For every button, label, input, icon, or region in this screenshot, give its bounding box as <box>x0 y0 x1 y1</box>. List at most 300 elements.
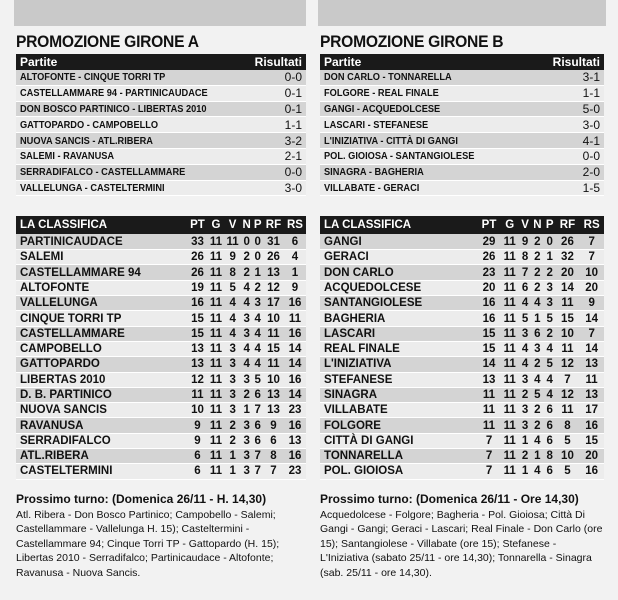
stat-cell: 26 <box>478 250 501 265</box>
girone-b-results-header <box>320 54 604 70</box>
team-name: VALLELUNGA <box>16 296 187 311</box>
stat-cell: 11 <box>208 296 225 311</box>
stat-cell: 2 <box>241 265 252 280</box>
stat-cell: 0 <box>544 234 556 249</box>
stat-cell: 31 <box>263 234 284 249</box>
team-name: CINQUE TORRI TP <box>16 311 187 326</box>
standings-row <box>320 280 604 295</box>
match-name: SINAGRA - BAGHERIA <box>324 166 424 179</box>
result-row <box>16 149 306 165</box>
stat-cell: 0 <box>252 250 263 265</box>
match-name: DON CARLO - TONNARELLA <box>324 71 452 84</box>
team-name: STEFANESE <box>320 372 478 387</box>
standings-row <box>16 357 306 372</box>
stat-cell: 7 <box>579 250 604 265</box>
stat-cell: 11 <box>556 296 580 311</box>
team-name: PARTINICAUDACE <box>16 234 187 249</box>
standings-row <box>16 372 306 387</box>
girone-a-standings-table <box>16 216 306 479</box>
girone-b-next-round-text: Acquedolcese - Folgore; Bagheria - Pol. Gioiosa; Città Di Gangi - Gangi; Geraci - Lascari; Real Finale - Don Carlo (ore 15); Santangiolese - Villabate (ore 15); Stefanese - L'Iniziativa (sabato 25/11 - ore 14,30); Tonnarella - Sinagra (sab. 25/11 - ore 14,30). <box>320 508 603 579</box>
stat-cell: 26 <box>556 234 580 249</box>
stat-cell: 14 <box>579 311 604 326</box>
stat-cell: 13 <box>478 372 501 387</box>
stat-cell: 26 <box>187 265 207 280</box>
stat-cell: 11 <box>208 311 225 326</box>
match-name: GATTOPARDO - CAMPOBELLO <box>20 118 159 131</box>
stat-cell: 11 <box>263 326 284 341</box>
standings-column-header: LA CLASSIFICA <box>320 216 478 234</box>
stat-cell: 11 <box>500 433 519 448</box>
stat-cell: 5 <box>531 387 544 402</box>
stat-cell: 7 <box>556 372 580 387</box>
stat-cell: 4 <box>252 341 263 356</box>
result-row <box>16 70 306 86</box>
stat-cell: 2 <box>531 280 544 295</box>
match-name: SALEMI - RAVANUSA <box>20 150 115 163</box>
stat-cell: 14 <box>284 387 306 402</box>
stat-cell: 4 <box>519 341 531 356</box>
stat-cell: 2 <box>531 234 544 249</box>
stat-cell: 4 <box>224 311 241 326</box>
team-name: SERRADIFALCO <box>16 433 187 448</box>
stat-cell: 3 <box>241 433 252 448</box>
stat-cell: 13 <box>263 403 284 418</box>
girone-b-next-round-header: Prossimo turno: (Domenica 26/11 - Ore 14,30) <box>320 491 579 506</box>
standings-row <box>16 387 306 402</box>
stat-cell: 6 <box>252 418 263 433</box>
stat-cell: 13 <box>579 387 604 402</box>
stat-cell: 7 <box>252 449 263 464</box>
stat-cell: 15 <box>478 341 501 356</box>
stat-cell: 3 <box>241 418 252 433</box>
stat-cell: 11 <box>208 280 225 295</box>
stat-cell: 5 <box>252 372 263 387</box>
stat-cell: 6 <box>519 280 531 295</box>
stat-cell: 4 <box>241 357 252 372</box>
girone-a-title: PROMOZIONE GIRONE A <box>16 32 199 51</box>
stat-cell: 11 <box>556 341 580 356</box>
team-name: L'INIZIATIVA <box>320 357 478 372</box>
stat-cell: 16 <box>284 372 306 387</box>
standings-row <box>320 234 604 249</box>
stat-cell: 1 <box>544 250 556 265</box>
standings-row <box>16 403 306 418</box>
stat-cell: 13 <box>263 387 284 402</box>
match-score: 1-1 <box>284 117 302 132</box>
team-name: CASTELTERMINI <box>16 464 187 479</box>
team-name: FOLGORE <box>320 418 478 433</box>
standings-row <box>320 418 604 433</box>
match-name: L'INIZIATIVA - CITTÀ DI GANGI <box>324 134 458 147</box>
stat-cell: 5 <box>544 357 556 372</box>
stat-cell: 16 <box>284 326 306 341</box>
section-gap <box>320 196 604 216</box>
stat-cell: 10 <box>263 372 284 387</box>
stat-cell: 5 <box>556 464 580 479</box>
result-row <box>16 102 306 118</box>
standings-row <box>320 250 604 265</box>
standings-column-header: RS <box>284 216 306 234</box>
match-score: 2-1 <box>284 149 302 164</box>
team-name: VILLABATE <box>320 403 478 418</box>
stat-cell: 7 <box>478 464 501 479</box>
stat-cell: 0 <box>241 234 252 249</box>
stat-cell: 15 <box>263 341 284 356</box>
match-score: 3-0 <box>284 180 302 195</box>
stat-cell: 20 <box>478 280 501 295</box>
stat-cell: 10 <box>556 326 580 341</box>
team-name: CITTÀ DI GANGI <box>320 433 478 448</box>
stat-cell: 11 <box>208 341 225 356</box>
stat-cell: 11 <box>500 464 519 479</box>
stat-cell: 4 <box>241 296 252 311</box>
match-name: GANGI - ACQUEDOLCESE <box>324 102 441 115</box>
stat-cell: 3 <box>544 280 556 295</box>
standings-header-row <box>16 216 306 234</box>
stat-cell: 11 <box>284 311 306 326</box>
stat-cell: 7 <box>519 265 531 280</box>
stat-cell: 13 <box>579 357 604 372</box>
stat-cell: 4 <box>519 296 531 311</box>
stat-cell: 2 <box>531 357 544 372</box>
stat-cell: 2 <box>531 403 544 418</box>
standings-column-header: N <box>241 216 252 234</box>
match-score: 1-5 <box>582 180 600 195</box>
stat-cell: 11 <box>208 234 225 249</box>
standings-row <box>16 341 306 356</box>
result-row <box>320 165 604 181</box>
stat-cell: 7 <box>252 464 263 479</box>
standings-row <box>16 433 306 448</box>
team-name: POL. GIOIOSA <box>320 464 478 479</box>
stat-cell: 1 <box>531 449 544 464</box>
standings-row <box>320 372 604 387</box>
stat-cell: 4 <box>531 433 544 448</box>
stat-cell: 13 <box>187 357 207 372</box>
scores-column-label: Risultati <box>552 55 600 69</box>
stat-cell: 26 <box>263 250 284 265</box>
match-score: 0-1 <box>284 101 302 116</box>
stat-cell: 6 <box>187 449 207 464</box>
stat-cell: 23 <box>478 265 501 280</box>
stat-cell: 9 <box>579 296 604 311</box>
team-name: GATTOPARDO <box>16 357 187 372</box>
match-score: 5-0 <box>582 101 600 116</box>
stat-cell: 2 <box>531 418 544 433</box>
stat-cell: 4 <box>224 326 241 341</box>
team-name: NUOVA SANCIS <box>16 403 187 418</box>
team-name: LASCARI <box>320 326 478 341</box>
stat-cell: 11 <box>556 403 580 418</box>
stat-cell: 10 <box>556 449 580 464</box>
stat-cell: 11 <box>208 250 225 265</box>
stat-cell: 5 <box>556 433 580 448</box>
stat-cell: 11 <box>500 280 519 295</box>
standings-row <box>320 326 604 341</box>
team-name: SANTANGIOLESE <box>320 296 478 311</box>
stat-cell: 16 <box>579 418 604 433</box>
stat-cell: 4 <box>519 357 531 372</box>
standings-row <box>16 234 306 249</box>
stat-cell: 4 <box>284 250 306 265</box>
result-row <box>320 181 604 197</box>
stat-cell: 6 <box>544 464 556 479</box>
stat-cell: 4 <box>531 464 544 479</box>
stat-cell: 2 <box>519 449 531 464</box>
stat-cell: 2 <box>544 326 556 341</box>
stat-cell: 6 <box>531 326 544 341</box>
team-name: LIBERTAS 2010 <box>16 372 187 387</box>
stat-cell: 2 <box>519 387 531 402</box>
stat-cell: 11 <box>224 234 241 249</box>
girone-b-section <box>320 30 604 580</box>
stat-cell: 10 <box>187 403 207 418</box>
stat-cell: 11 <box>478 403 501 418</box>
standings-row <box>320 311 604 326</box>
stat-cell: 1 <box>224 464 241 479</box>
stat-cell: 8 <box>544 449 556 464</box>
match-score: 3-1 <box>582 70 600 85</box>
stat-cell: 26 <box>187 250 207 265</box>
girone-a-section <box>16 30 306 580</box>
stat-cell: 2 <box>252 280 263 295</box>
standings-column-header: P <box>252 216 263 234</box>
stat-cell: 12 <box>556 357 580 372</box>
stat-cell: 3 <box>519 326 531 341</box>
stat-cell: 3 <box>241 372 252 387</box>
stat-cell: 4 <box>544 341 556 356</box>
stat-cell: 2 <box>544 265 556 280</box>
stat-cell: 9 <box>284 280 306 295</box>
stat-cell: 20 <box>579 449 604 464</box>
stat-cell: 4 <box>224 296 241 311</box>
stat-cell: 1 <box>224 449 241 464</box>
standings-header-row <box>320 216 604 234</box>
result-row <box>16 165 306 181</box>
stat-cell: 3 <box>224 357 241 372</box>
stat-cell: 1 <box>519 433 531 448</box>
stat-cell: 11 <box>500 418 519 433</box>
stat-cell: 16 <box>187 296 207 311</box>
standings-column-header: P <box>544 216 556 234</box>
stat-cell: 15 <box>556 311 580 326</box>
result-row <box>320 117 604 133</box>
stat-cell: 14 <box>556 280 580 295</box>
stat-cell: 16 <box>478 311 501 326</box>
stat-cell: 11 <box>500 234 519 249</box>
result-row <box>16 117 306 133</box>
stat-cell: 3 <box>519 418 531 433</box>
stat-cell: 7 <box>579 326 604 341</box>
stat-cell: 11 <box>208 387 225 402</box>
result-row <box>320 70 604 86</box>
match-name: ALTOFONTE - CINQUE TORRI TP <box>20 71 166 84</box>
stat-cell: 4 <box>241 280 252 295</box>
stat-cell: 2 <box>241 387 252 402</box>
result-row <box>16 181 306 197</box>
result-row <box>16 86 306 102</box>
match-score: 0-0 <box>284 70 302 85</box>
stat-cell: 6 <box>252 433 263 448</box>
stat-cell: 11 <box>500 296 519 311</box>
stat-cell: 15 <box>187 326 207 341</box>
standings-row <box>16 280 306 295</box>
team-name: DON CARLO <box>320 265 478 280</box>
stat-cell: 3 <box>241 311 252 326</box>
team-name: GANGI <box>320 234 478 249</box>
stat-cell: 11 <box>208 372 225 387</box>
standings-row <box>320 387 604 402</box>
stat-cell: 33 <box>187 234 207 249</box>
standings-column-header: V <box>519 216 531 234</box>
team-name: SINAGRA <box>320 387 478 402</box>
stat-cell: 1 <box>252 265 263 280</box>
stat-cell: 4 <box>544 387 556 402</box>
matches-column-label: Partite <box>324 55 362 69</box>
stat-cell: 7 <box>579 234 604 249</box>
stat-cell: 14 <box>579 341 604 356</box>
stat-cell: 5 <box>224 280 241 295</box>
stat-cell: 11 <box>208 449 225 464</box>
match-score: 0-0 <box>582 149 600 164</box>
girone-a-next-round-header: Prossimo turno: (Domenica 26/11 - H. 14,30) <box>16 491 267 506</box>
standings-column-header: PT <box>478 216 501 234</box>
stat-cell: 11 <box>500 341 519 356</box>
stat-cell: 4 <box>544 372 556 387</box>
stat-cell: 11 <box>208 403 225 418</box>
stat-cell: 5 <box>544 311 556 326</box>
stat-cell: 9 <box>187 433 207 448</box>
stat-cell: 8 <box>263 449 284 464</box>
result-row <box>320 133 604 149</box>
stat-cell: 11 <box>208 326 225 341</box>
match-name: FOLGORE - REAL FINALE <box>324 87 439 100</box>
standings-row <box>320 403 604 418</box>
stat-cell: 16 <box>478 296 501 311</box>
stat-cell: 4 <box>252 357 263 372</box>
standings-column-header: PT <box>187 216 207 234</box>
result-row <box>320 86 604 102</box>
stat-cell: 10 <box>579 265 604 280</box>
stat-cell: 11 <box>500 449 519 464</box>
stat-cell: 0 <box>252 234 263 249</box>
team-name: GERACI <box>320 250 478 265</box>
match-score: 4-1 <box>582 133 600 148</box>
stat-cell: 16 <box>579 464 604 479</box>
team-name: BAGHERIA <box>320 311 478 326</box>
girone-a-results-header <box>16 54 306 70</box>
stat-cell: 3 <box>224 387 241 402</box>
stat-cell: 10 <box>263 311 284 326</box>
stat-cell: 15 <box>478 326 501 341</box>
match-name: VILLABATE - GERACI <box>324 181 420 194</box>
stat-cell: 6 <box>263 433 284 448</box>
match-name: SERRADIFALCO - CASTELLAMMARE <box>20 166 186 179</box>
match-name: LASCARI - STEFANESE <box>324 118 429 131</box>
standings-column-header: LA CLASSIFICA <box>16 216 187 234</box>
match-name: NUOVA SANCIS - ATL.RIBERA <box>20 134 153 147</box>
standings-row <box>16 418 306 433</box>
stat-cell: 8 <box>519 250 531 265</box>
stat-cell: 3 <box>241 464 252 479</box>
team-name: CASTELLAMMARE <box>16 326 187 341</box>
stat-cell: 3 <box>531 341 544 356</box>
match-score: 0-1 <box>284 86 302 101</box>
stat-cell: 11 <box>500 357 519 372</box>
stat-cell: 17 <box>579 403 604 418</box>
stat-cell: 11 <box>208 418 225 433</box>
stat-cell: 9 <box>187 418 207 433</box>
girone-b-standings-table <box>320 216 604 479</box>
standings-row <box>16 326 306 341</box>
stat-cell: 11 <box>187 387 207 402</box>
standings-row <box>320 464 604 479</box>
stat-cell: 7 <box>263 464 284 479</box>
scores-column-label: Risultati <box>254 55 302 69</box>
result-row <box>320 149 604 165</box>
standings-row <box>320 341 604 356</box>
standings-row <box>320 265 604 280</box>
team-name: SALEMI <box>16 250 187 265</box>
standings-row <box>320 433 604 448</box>
standings-column-header: RF <box>556 216 580 234</box>
stat-cell: 11 <box>500 372 519 387</box>
stat-cell: 11 <box>208 433 225 448</box>
stat-cell: 6 <box>544 403 556 418</box>
stat-cell: 6 <box>284 234 306 249</box>
standings-column-header: RF <box>263 216 284 234</box>
standings-column-header: G <box>500 216 519 234</box>
standings-row <box>16 296 306 311</box>
standings-row <box>320 449 604 464</box>
stat-cell: 5 <box>519 311 531 326</box>
stat-cell: 11 <box>500 326 519 341</box>
girone-a-next-round-text: Atl. Ribera - Don Bosco Partinico; Campobello - Salemi; Castellammare - Vallelunga H. 15); Casteltermini - Castellammare 94; Cinque Torri TP - Gattopardo (H. 15); Libertas 2010 - Serradifalco; Partinicaudace - Altofonte; Ravanusa - Nuova Sancis. <box>16 508 280 579</box>
team-name: REAL FINALE <box>320 341 478 356</box>
match-name: CASTELLAMMARE 94 - PARTINICAUDACE <box>20 87 208 100</box>
result-row <box>16 133 306 149</box>
stat-cell: 4 <box>531 372 544 387</box>
stat-cell: 13 <box>187 341 207 356</box>
stat-cell: 19 <box>187 280 207 295</box>
stat-cell: 15 <box>187 311 207 326</box>
stat-cell: 3 <box>224 403 241 418</box>
match-score: 3-2 <box>284 133 302 148</box>
stat-cell: 1 <box>241 403 252 418</box>
stat-cell: 9 <box>519 234 531 249</box>
stat-cell: 3 <box>224 341 241 356</box>
stat-cell: 16 <box>284 418 306 433</box>
stat-cell: 11 <box>263 357 284 372</box>
standings-row <box>16 449 306 464</box>
stat-cell: 17 <box>263 296 284 311</box>
stat-cell: 7 <box>252 403 263 418</box>
standings-row <box>320 296 604 311</box>
stat-cell: 2 <box>241 250 252 265</box>
stat-cell: 11 <box>500 265 519 280</box>
standings-row <box>16 311 306 326</box>
standings-column-header: V <box>224 216 241 234</box>
stat-cell: 11 <box>500 311 519 326</box>
match-score: 2-0 <box>582 165 600 180</box>
section-gap <box>16 196 306 216</box>
stat-cell: 14 <box>478 357 501 372</box>
team-name: RAVANUSA <box>16 418 187 433</box>
stat-cell: 2 <box>531 265 544 280</box>
stat-cell: 1 <box>284 265 306 280</box>
stat-cell: 13 <box>284 433 306 448</box>
team-name: ATL.RIBERA <box>16 449 187 464</box>
